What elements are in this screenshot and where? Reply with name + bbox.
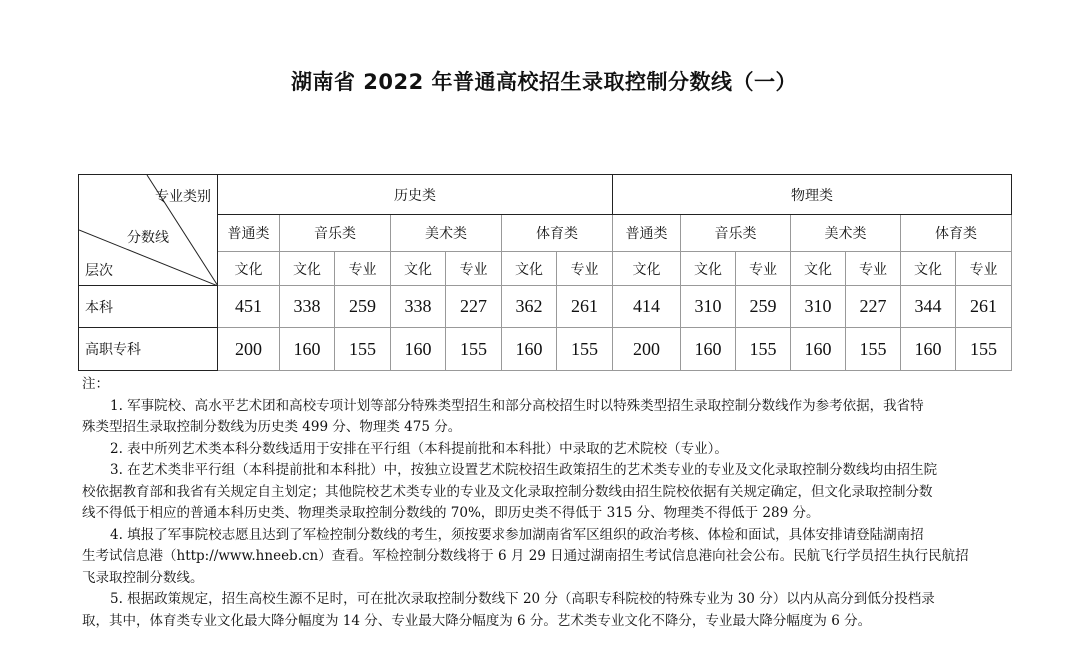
table-row-undergraduate (79, 286, 1012, 328)
score-cell: 344 (901, 286, 956, 328)
notes-heading: 注： (82, 376, 109, 392)
row-label: 本科 (79, 286, 218, 328)
score-cell: 227 (846, 286, 901, 328)
subheader: 专业 (557, 252, 613, 286)
score-cell: 155 (557, 328, 613, 371)
score-cell: 338 (391, 286, 446, 328)
group-history: 历史类 (218, 175, 613, 215)
score-cell: 227 (446, 286, 502, 328)
subheader: 专业 (956, 252, 1012, 286)
corner-score-line: 分数线 (127, 230, 169, 246)
subheader: 专业 (846, 252, 901, 286)
score-cell: 160 (280, 328, 335, 371)
note-line: 1. 军事院校、高水平艺术团和高校专项计划等部分特殊类型招生和部分高校招生时以特殊类型招生录取控制分数线作为参考依据，我省特 (110, 397, 924, 414)
score-cell: 155 (956, 328, 1012, 371)
subheader: 专业 (736, 252, 791, 286)
score-cell: 160 (791, 328, 846, 371)
note-line: 5. 根据政策规定，招生高校生源不足时，可在批次录取控制分数线下 20 分（高职专科院校的特殊专业为 30 分）以内从高分到低分投档录 (110, 591, 935, 607)
score-cell: 310 (791, 286, 846, 328)
score-cell: 200 (218, 328, 280, 371)
notes (82, 374, 1017, 632)
score-cell: 155 (846, 328, 901, 371)
score-table (78, 174, 1012, 371)
score-cell: 451 (218, 286, 280, 328)
subgroup-general: 普通类 (613, 215, 681, 252)
subgroup-general: 普通类 (218, 215, 280, 252)
corner-level: 层次 (85, 263, 113, 279)
score-cell: 200 (613, 328, 681, 371)
group-physics: 物理类 (613, 175, 1012, 215)
subheader: 文化 (280, 252, 335, 286)
note-line: 生考试信息港（http://www.hneeb.cn）查看。军检控制分数线将于 6 月 29 日通过湖南招生考试信息港向社会公布。民航飞行学员招生执行民航招 (82, 548, 969, 564)
subheader: 文化 (613, 252, 681, 286)
score-cell: 261 (557, 286, 613, 328)
score-cell: 160 (901, 328, 956, 371)
subheader: 文化 (901, 252, 956, 286)
subgroup-sports: 体育类 (901, 215, 1012, 252)
page-title: 湖南省 2022 年普通高校招生录取控制分数线（一） (290, 70, 798, 94)
subgroup-music: 音乐类 (280, 215, 391, 252)
note-line: 2. 表中所列艺术类本科分数线适用于安排在平行组（本科提前批和本科批）中录取的艺术院校（专业）。 (110, 440, 728, 457)
row-label: 高职专科 (79, 328, 218, 371)
score-cell: 259 (736, 286, 791, 328)
subheader: 文化 (791, 252, 846, 286)
note-line: 4. 填报了军事院校志愿且达到了军检控制分数线的考生，须按要求参加湖南省军区组织的政治考核、体检和面试，具体安排请登陆湖南招 (110, 526, 924, 543)
score-cell: 155 (736, 328, 791, 371)
subheader: 文化 (391, 252, 446, 286)
table-row-vocational (79, 328, 1012, 371)
score-cell: 261 (956, 286, 1012, 328)
corner-header-cell (79, 175, 218, 286)
note-line: 取，其中，体育类专业文化最大降分幅度为 14 分、专业最大降分幅度为 6 分。艺术类专业文化不降分，专业最大降分幅度为 6 分。 (82, 612, 872, 629)
score-cell: 160 (681, 328, 736, 371)
corner-major-category: 专业类别 (155, 189, 211, 205)
note-line: 校依据教育部和我省有关规定自主划定；其他院校艺术类专业的专业及文化录取控制分数线由招生院校依据有关规定确定，但文化录取控制分数 (82, 483, 933, 500)
subheader: 文化 (681, 252, 736, 286)
note-line: 线不得低于相应的普通本科历史类、物理类录取控制分数线的 70%，即历史类不得低于 315 分、物理类不得低于 289 分。 (82, 505, 820, 521)
subgroup-music: 音乐类 (681, 215, 791, 252)
subheader: 专业 (446, 252, 502, 286)
score-cell: 160 (391, 328, 446, 371)
score-cell: 414 (613, 286, 681, 328)
subheader: 专业 (335, 252, 391, 286)
note-line: 飞录取控制分数线。 (82, 569, 204, 586)
note-line: 3. 在艺术类非平行组（本科提前批和本科批）中，按独立设置艺术院校招生政策招生的艺术类专业的专业及文化录取控制分数线均由招生院 (110, 462, 938, 478)
note-line: 殊类型招生录取控制分数线为历史类 499 分、物理类 475 分。 (82, 419, 462, 435)
subgroup-art: 美术类 (391, 215, 502, 252)
score-cell: 155 (335, 328, 391, 371)
score-cell: 155 (446, 328, 502, 371)
score-cell: 160 (502, 328, 557, 371)
score-cell: 259 (335, 286, 391, 328)
score-cell: 338 (280, 286, 335, 328)
subgroup-sports: 体育类 (502, 215, 613, 252)
subheader: 文化 (218, 252, 280, 286)
score-cell: 362 (502, 286, 557, 328)
subgroup-art: 美术类 (791, 215, 901, 252)
score-cell: 310 (681, 286, 736, 328)
subheader: 文化 (502, 252, 557, 286)
